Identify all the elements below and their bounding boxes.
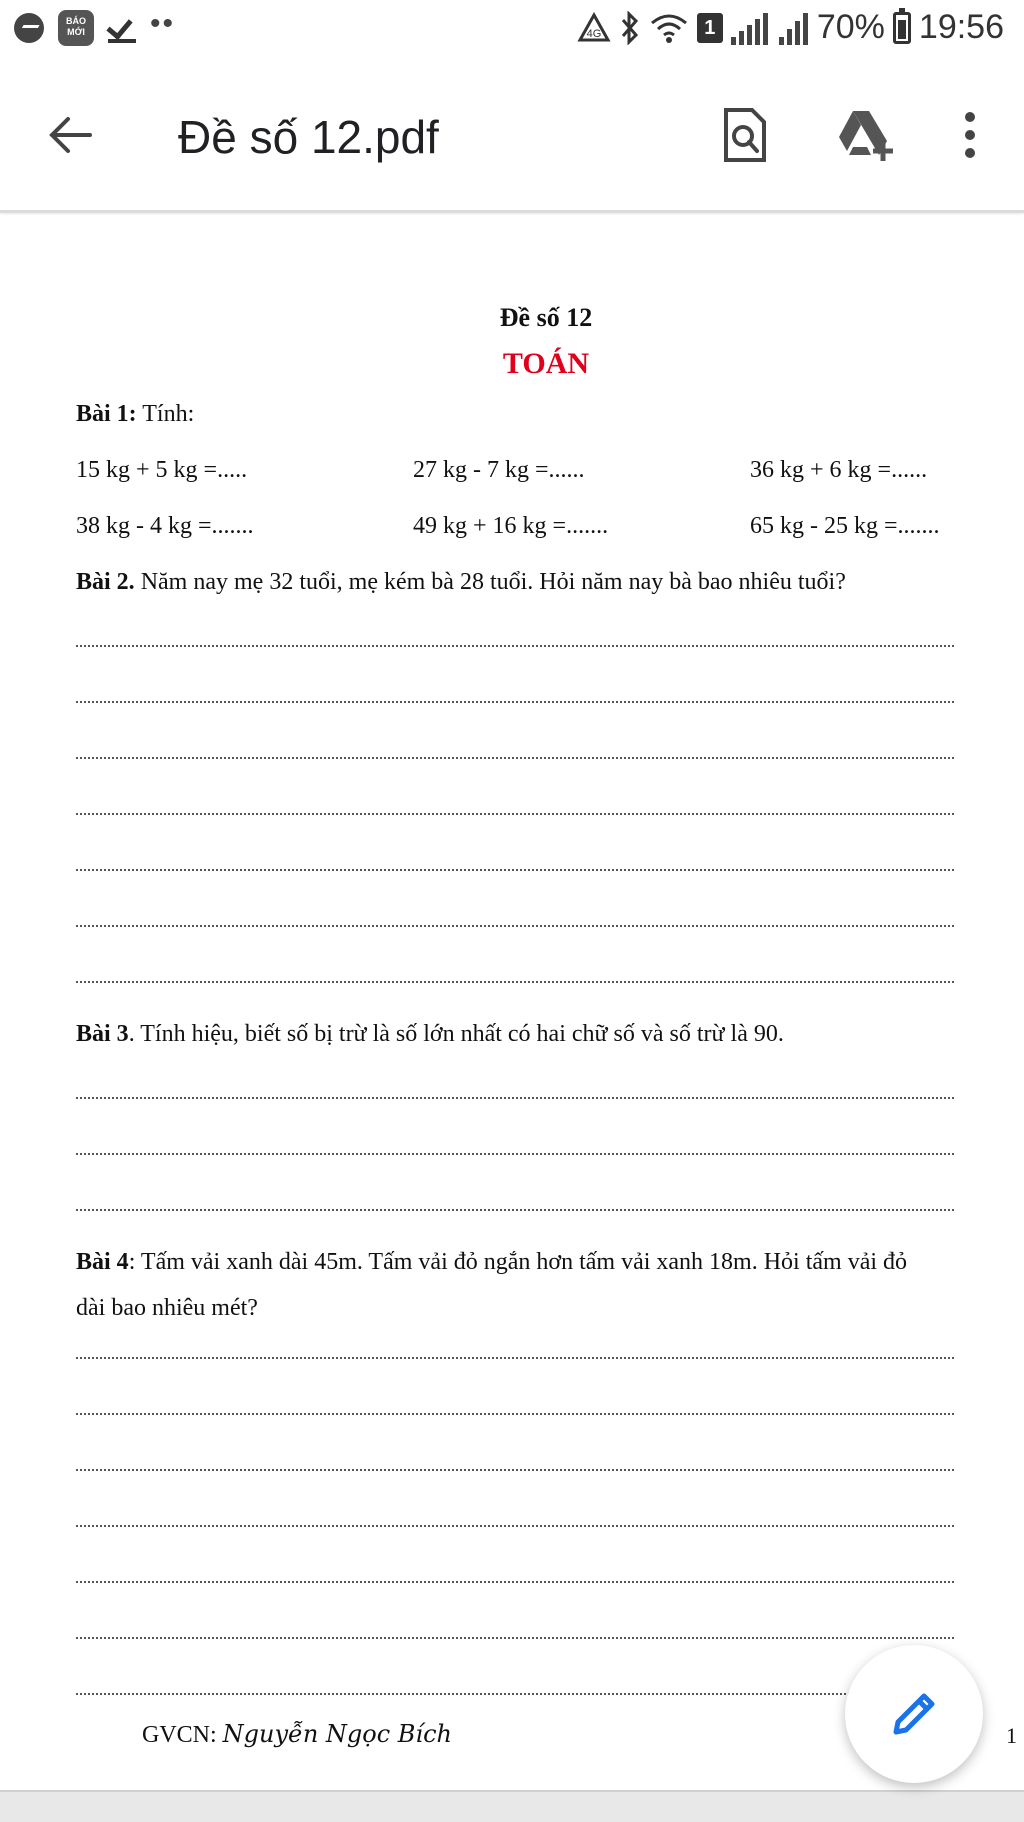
bai4-text: : Tấm vải xanh dài 45m. Tấm vải đỏ ngắn hơn tấm vải xanh 18m. Hỏi tấm vải đỏ <box>128 1249 908 1275</box>
page-gap <box>0 1790 1024 1822</box>
answer-line <box>76 869 954 871</box>
bai3-label: Bài 3 <box>76 1021 129 1047</box>
bai1-label: Bài 1: <box>76 401 137 427</box>
arrow-back-icon <box>48 115 92 155</box>
answer-line <box>76 981 954 983</box>
bai1-item: 49 kg + 16 kg =....... <box>413 513 609 539</box>
bai1-item: 27 kg - 7 kg =...... <box>413 457 585 483</box>
answer-line <box>76 1153 954 1155</box>
back-button[interactable] <box>30 100 110 170</box>
answer-line <box>76 1413 954 1415</box>
find-in-document-button[interactable] <box>710 100 780 170</box>
footer-teacher <box>142 1720 452 1749</box>
bai4-label: Bài 4 <box>76 1249 129 1275</box>
answer-line <box>76 1581 954 1583</box>
clock: 19:56 <box>918 8 1004 46</box>
baomoi-icon: BÁO MỚI <box>58 10 94 46</box>
document-title: Đề số 12.pdf <box>178 111 439 163</box>
pdf-page[interactable] <box>0 215 1024 1790</box>
answer-line <box>76 925 954 927</box>
bai1-item: 65 kg - 25 kg =....... <box>750 513 940 539</box>
bai3-text: . Tính hiệu, biết số bị trừ là số lớn nhất có hai chữ số và số trừ là 90. <box>128 1021 784 1047</box>
pencil-icon <box>888 1688 940 1740</box>
signal-strength-icon-2 <box>779 11 809 45</box>
svg-text:4G: 4G <box>586 27 602 40</box>
answer-line <box>76 1693 954 1695</box>
status-bar <box>0 0 1024 62</box>
answer-line <box>76 1469 954 1471</box>
answer-line <box>76 813 954 815</box>
more-notifications-icon: •• <box>150 7 176 40</box>
data-saver-icon <box>577 12 611 44</box>
answer-line <box>76 645 954 647</box>
doc-heading: Đề số 12 <box>499 303 593 332</box>
answer-line <box>76 701 954 703</box>
more-options-button[interactable] <box>935 100 1005 170</box>
signal-strength-icon-1 <box>731 11 771 45</box>
bai2-line <box>76 569 846 596</box>
bai1-text: Tính: <box>142 401 195 427</box>
doc-subject: TOÁN <box>502 347 590 380</box>
answer-line <box>76 1637 954 1639</box>
answer-line <box>76 1357 954 1359</box>
bai4-text-line2: dài bao nhiêu mét? <box>76 1295 258 1321</box>
messenger-icon <box>14 13 44 43</box>
teacher-signature: Nguyễn Ngọc Bích <box>222 1720 452 1748</box>
battery-percent: 70% <box>816 8 885 46</box>
wifi-icon <box>649 11 689 45</box>
battery-icon <box>893 12 911 44</box>
answer-line <box>76 1209 954 1211</box>
bai4-line <box>76 1249 907 1276</box>
answer-line <box>76 1097 954 1099</box>
more-vert-icon <box>963 111 977 159</box>
sim-slot-icon: 1 <box>697 13 723 43</box>
bai2-label: Bài 2. <box>76 569 135 595</box>
edit-fab-button[interactable] <box>845 1645 983 1783</box>
add-to-drive-icon <box>835 109 895 161</box>
bai1-item: 15 kg + 5 kg =..... <box>76 457 248 483</box>
add-to-drive-button[interactable] <box>830 100 900 170</box>
bai3-line <box>76 1021 784 1048</box>
bai2-text: Năm nay mẹ 32 tuổi, mẹ kém bà 28 tuổi. Hỏi năm nay bà bao nhiêu tuổi? <box>140 569 846 595</box>
page-number: 1 <box>1006 1723 1017 1748</box>
task-check-icon <box>108 13 136 43</box>
find-in-page-icon <box>722 108 768 162</box>
bai1-item: 38 kg - 4 kg =....... <box>76 513 254 539</box>
footer-label: GVCN: <box>142 1722 217 1748</box>
bai1-line <box>76 401 194 428</box>
bluetooth-icon <box>619 11 641 45</box>
answer-line <box>76 1525 954 1527</box>
answer-line <box>76 757 954 759</box>
bai1-item: 36 kg + 6 kg =...... <box>750 457 928 483</box>
app-bar <box>0 70 1024 213</box>
